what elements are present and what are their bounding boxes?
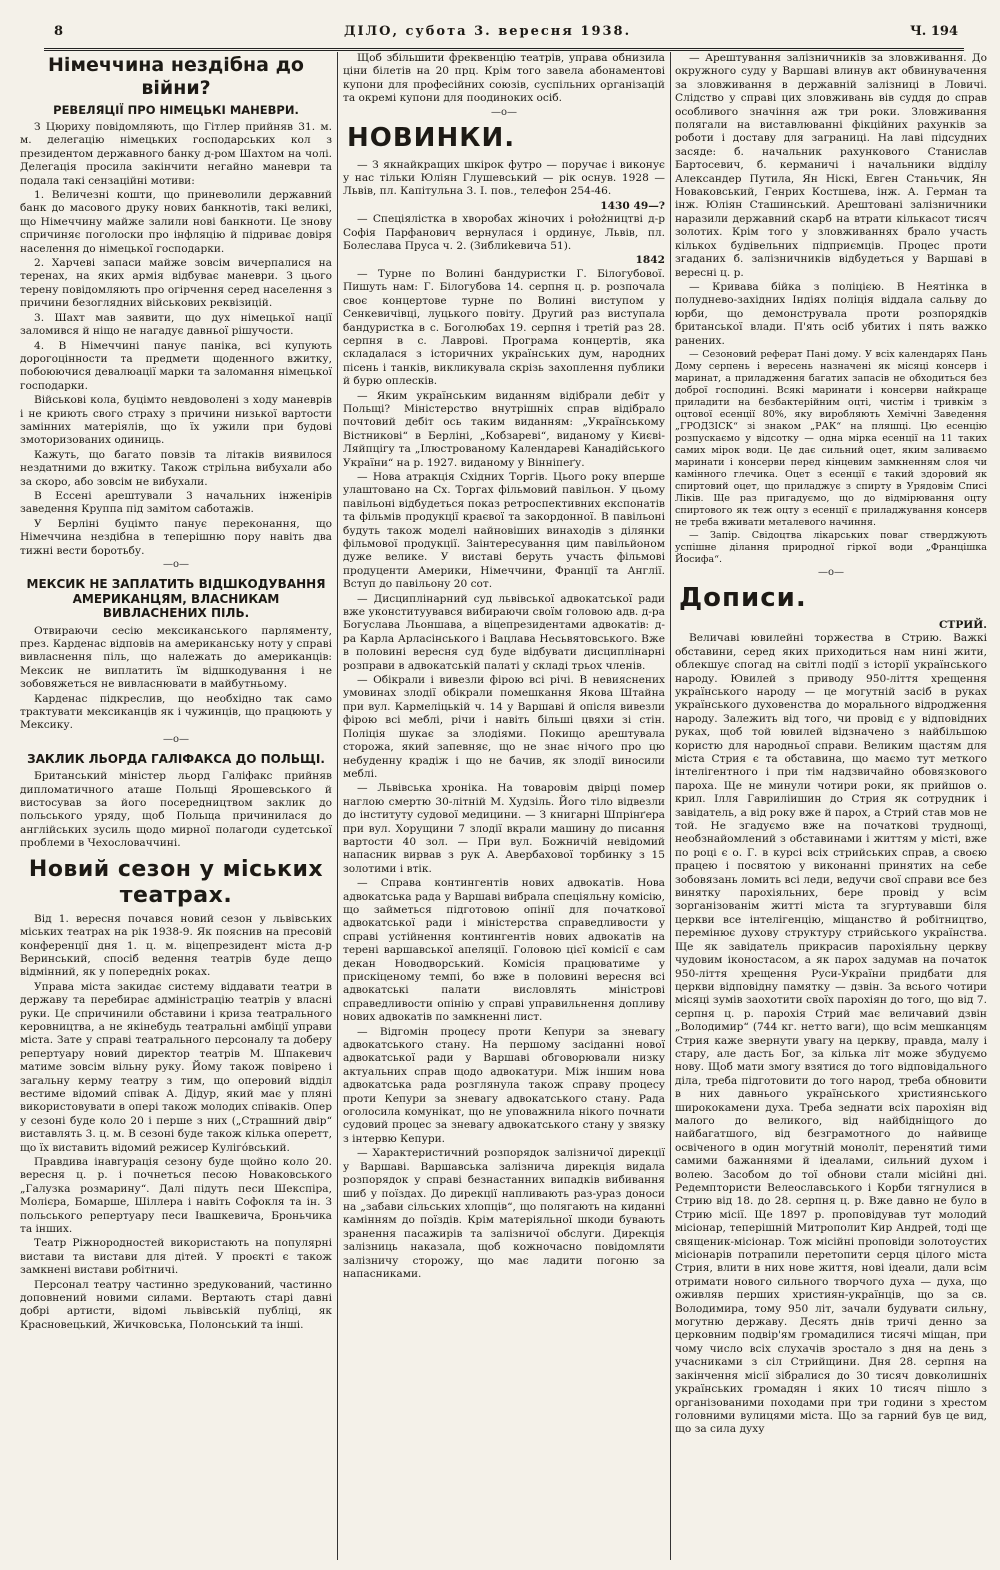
paragraph: 4. В Німеччині панує паніка, всі купують дорогоцінности та предмети щоденного вжитку, побоюючися девалюації марки та заломання німецької господарки. — [20, 339, 332, 392]
section-heading-letters: Дописи. — [679, 582, 807, 613]
advert-item: — Запір. Свідоцтва лікарських поваг стверджують успішне ділання природної гіркої води „Францішка Йосифа“. — [675, 529, 987, 565]
news-item: — Дисциплінарний суд львівської адвокатської ради вже уконституувався вибираючи своїм головою адв. д-ра Богуслава Льоншава, а віцепрезидентами адвокатів: д-ра Карла Арласінського і Вацлава Несьвятовського. Вже в половині вересня суд буде відбувати дисциплінарні розправи в адвокатській палаті у складі трьох членів. — [343, 592, 665, 672]
issue-number: Ч. 194 — [909, 24, 958, 39]
paragraph: Британський міністер льорд Галіфакс прийняв дипломатичного аташе Польщі Ярошевського й вистосував за його посередництвом заклик до польського уряду, щоб Польща причинилася до англійських зусиль щодо мирної полагоди судетської проблеми в Чехословаччині. — [20, 770, 332, 850]
separator: —o— — [162, 733, 190, 745]
paragraph: 2. Харчеві запаси майже зовсім вичерпалися на теренах, на яких армія відбуває маневри. З цього терену повідомляють про огірчення серед населення з причини безоглядних військових реквізицій. — [20, 257, 332, 310]
paragraph: Кажуть, що багато повзів та літаків виявилося нездатними до вжитку. Також стрільна вибухали або за скоро, або зовсім не вибухали. — [20, 448, 332, 488]
paragraph: Щоб збільшити фреквенцію театрів, управа обнизила ціни білетів на 20 прц. Крім того завела абонаментові купони для професійних союзів, суспільних організацій та окремі купони для поодиноких осіб. — [343, 52, 665, 105]
news-item: — Арештування залізничників за зловживання. До окружного суду у Варшаві влинув акт обвинувачення за зловживання в державній залізниці в Ловичі. Слідство у справі цих зловживань вів суддя до справ особливого значіння аж три роки. Зловживання полягали на виставлюванні фікційних рахунків за роботи і доставу для заграниці. На лаві підсудних засяде: б. начальник рахункового Станислав Бартосевич, б. керманичі і начальники відділу Александер Путила, Ян Ніскі, Евген Станьчик, Ян Новаковський, Генрих Костшева, інж. А. Герман та інж. Юліян Сташинський. Арештовані залізничники наразили державний скарб на втрати кількасот тисяч золотих. Крім того у зловживаннях брало участь кількох будівельних підприємців. Процес проти згаданих б. залізничників відбудеться у Варшаві в вересні ц. р. — [675, 52, 987, 279]
separator: —o— — [817, 566, 845, 578]
paragraph: 1. Величезні кошти, що приневолили державний банк до масового друку нових банкнотів, такі великі, що Німеччину майже залили нові банкноти. Це знову спричиняє поголоски про інфляцію й підриває довіря населення до німецької господарки. — [20, 189, 332, 255]
ad-code: 1842 — [635, 254, 665, 267]
news-item: — Турне по Волині бандуристки Г. Білогубової. Пишуть нам: Г. Білогубова 14. серпня ц. р. розпочала своє концертове турне по Волині виступом у Сенкевичівці, луцького повіту. Другий раз виступала бандуристка в с. Боголюбах 19. серпня і третій раз 28. серпня в с. Лаврові. Програма концертів, яка складалася з історичних українських дум, народних пісень і танків, викликувала скрізь захоплення публики й бурю оплесків. — [343, 267, 665, 388]
paragraph: У Берліні буцімто панує переконання, що Німеччина нездібна в теперішню пору навіть два тижні вести боротьбу. — [20, 517, 332, 557]
masthead-title: ДІЛО, субота 3. вересня 1938. — [344, 24, 632, 39]
column-rule — [337, 52, 338, 1560]
news-item: — Обікрали і вивезли фірою всі річі. В невияснених умовинах злодії обікрали помешкання Якова Штайна при вул. Кармеліцькій ч. 14 у Варшаві й опісля вивезли фірою всі меблі, річи і навіть більші цвяхи зі стін. Поліція шукає за злодіями. Покищо арештувала сторожа, який запевняє, що не знає нічого про цю небуденну крадіж і що не бачив, як злодії виносили меблі. — [343, 674, 665, 780]
paragraph: 3. Шахт мав заявити, що дух німецької нації заломився й ніщо не нагадує давньої рішучости. — [20, 311, 332, 338]
ad-code: 1430 49—? — [600, 199, 665, 212]
paragraph: Отвираючи сесію мексиканського парляменту, през. Карденас відповів на американську ноту у справі вивласнення піль, що належать до американців: Мексик не виплатить їм відшкодування і не зобовяжеться не вивласнювати в майбутньому. — [20, 624, 332, 691]
news-item: — З якнайкращих шкірок футро — поручає і виконує у нас тільки Юліян Глушевський — рік оснув. 1928 — Львів, пл. Капітульна 3. I. пов., телефон 254-46. — [343, 158, 665, 198]
column-2 — [343, 52, 665, 1564]
paragraph: З Цюриху повідомляють, що Гітлер прийняв 31. м. м. делегацію німецьких господарських кол з президентом державного банку д-ром Шахтом на чолі. Делегація просила закінчити негайно маневри та подала такі сензаційні мотиви: — [20, 121, 332, 187]
masthead — [44, 22, 964, 51]
section-heading-news: НОВИНКИ. — [347, 122, 516, 153]
paragraph: Карденас підкреслив, що необхідно так само трактувати мексиканців як і чужинців, що працюють у Мексику. — [20, 692, 332, 732]
article-headline: ЗАКЛИК ЛЬОРДА ГАЛІФАКСА ДО ПОЛЬЩІ. — [27, 751, 325, 766]
column-1 — [20, 52, 332, 1564]
article-subheadline: РЕВЕЛЯЦІЇ ПРО НІМЕЦЬКІ МАНЕВРИ. — [53, 103, 299, 117]
news-item: — Яким українським виданням відібрали дебіт у Польщі? Міністерство внутрішніх справ відібрало почтовий дебіт ось таким виданням: „Українському Віcтникові“ в Берліні, „Кобзареві“, виданому у Києві-Ляйпцігу та „Ілюстрованому Календареві Канадійського України“ на р. 1927. виданому у Вінніпеґу. — [343, 389, 665, 469]
article-headline: Новий сезон у міських театрах. — [28, 856, 324, 908]
news-item: — Справа контингентів нових адвокатів. Нова адвокатська рада у Варшаві вибрала спеціяльну комісію, що займеться підготовою опінії для початкової адвокатської ради і міністерства справедливости у справі устійнення контингентів нових адвокатів на терені варшавської апеляції. Головою цієї комісії є сам декан Новодворський. Комісія працюватиме у прискіценому темпі, бо вже в половині вересня всі адвокатські палати висловлять міністрові справедливости опінію у справі управильнення допливу нових адвокатів по замкненні лист. — [343, 877, 665, 1024]
paragraph: Театр Ріжнородностей використають на популярні вистави та вистави для дітей. У проєкті є також замкнені вистави робітничі. — [20, 1237, 332, 1277]
article-headline: Німеччина нездібна до війни? — [48, 54, 304, 99]
paragraph: Правдива інавгурація сезону буде щойно коло 20. вересня ц. р. і почнеться песою Новаковського „Галузка розмарину“. Далі підуть песи Шекспіра, Молієра, Бомарше, Шіллера і навіть Софокля та ін. З польського репертуару песи Івашкевича, Броньчика та інших. — [20, 1156, 332, 1236]
separator: —o— — [162, 559, 190, 570]
news-item: — Кривава бійка з поліцією. В Неятінка в полуднево-західних Індіях поліція віддала сальву до юрби, що демонструвала проти розпорядків британської влади. П'ять осіб убитих і пять важко ранених. — [675, 280, 987, 347]
article-headline: МЕКСИК НЕ ЗАПЛАТИТЬ ВІДШКОДУВАННЯ АМЕРИКАНЦЯМ, ВЛАСНИКАМ ВИВЛАСНЕНИХ ПІЛЬ. — [26, 577, 326, 620]
paragraph: Персонал театру частинно зредукований, частинно доповнений новими силами. Вертають старі давні добрі артисти, відомі львівській публіці, як Красновецький, Жичковська, Полонський та інші. — [20, 1278, 332, 1331]
separator: —o— — [490, 106, 518, 118]
advert-item: — Сезоновий реферат Пані дому. У всіх календарях Пань Дому серпень і вересень назначені як місяці консерв і маринат, а приладження багатих запасів не обходиться без доброї господині. Всякі маринати і консерви найкраще приладити на безбактерійним оцті, чистім і тривкім з оцтової есенції 80%, яку виробляють Хемічні Заведення „ГРОДЗІСК“ зі знаком „РАК“ на пляшці. Цю есенцію розпускаємо у відсотку — одна мірка есенції на 11 таких самих мірок води. Це дає сильний оцет, яким заливаємо маринати і консерви перед кінцевим замкненням слоя чи камінного глечика. Оцет з есенції є такий здоровий як спиртовий оцет, що приладжує з спирту в Урядовім Списі Ліків. Ще раз пригадуємо, що до відмірювання оцту спиртового як теж оцту з есенції є приладжування консерв не треба вживати металевого начиння. — [675, 348, 987, 528]
news-item: — Нова атракція Східних Торгів. Цього року вперше улаштовано на Сх. Торгах фільмовий павільон. У цьому павільоні відбудеться показ ретроспективних експонатів та фільмів продукції краєвої та закордонної. В павільоні будуть також моделі найновіших винаходів з ділянки фільмової продукції. Заінтересування цим павільйоном дуже велике. У виставі беруть участь фільмові продуценти Америки, Німеччини, Франції та Англії. Вступ до павільону 20 сот. — [343, 470, 665, 591]
news-item: — Спеціялістка в хворобах жіночих і położництві д-р Софія Парфанович вернулася і ординує, Львів, пл. Болеслава Пруса ч. 2. (Зиблиkевича 51). — [343, 213, 665, 253]
column-rule — [670, 52, 671, 1560]
paragraph: Управа міста закидає систему віддавати театри в державу та перебирає адміністрацію театрів у власні руки. Це спричинили обставини і криза театрального керовництва, а не якінебудь театральні амбіції управи міста. Зате у справі театрального персоналу та доберу репертуару новий директор театрів М. Шпакевич матиме зовсім вільну руку. Йому також повірено і загальну керму театру з тим, що оперовий відділ вестиме відомий співак А. Дідур, який має у пляні використовувати в опері також молодих співаків. Опер у сезоні буде коло 20 і перше з них („Страшний двір“ виставлять 3. ц. м. В сезоні буде також кілька оперетт, що їх виставить відомий режисер Кулігóвський. — [20, 980, 332, 1154]
column-3 — [675, 52, 987, 1564]
paragraph: В Ессені арештували 3 начальних інженірів заведення Круппа під замітом саботажів. — [20, 489, 332, 516]
news-item: — Львівська хроніка. На товаровім двірці помер наглою смертю 30-літній М. Худзіль. Його тіло відвезли до інституту судової медицини. — З книгарні Шпрінґера при вул. Хорущини 7 злодії вкрали машину до писання вартости 40 зол. — При вул. Божничій невідомий напасник вирвав з рук А. Авербахової торбинку з 15 золотими і втік. — [343, 782, 665, 875]
paragraph: Величаві ювилейні торжества в Стрию. Важкі обставини, серед яких приходиться нам нині жити, облекшує спогад на світлі події з історії українського народу. Ювилей з приводу 950-ліття хрещення українського народу — це могутній засіб в руках українського духовенства до морального відродження народу. Залежить від того, чи провід є у відповідних руках, щоб той ювилей відзначено з найбільшою користю для народньої справи. Великим щастям для міста Стрия є та обставина, що маємо тут меткого інтелігентного і при тім надзвичайно обовязкового пароха. Ще не минули чотири роки, як прийшов о. крил. Ілля Гавриліишин до Стрия як сотрудник і завідатель, а від року вже й парох, а Стрий став мов не той. Не згадуємо вже на початкові труднощі, необзнайомлений з обставинами і життям у місті, вже по році є о. Г. в курсі всіх стрийських справ, а своєю працею і посвятою у виконанні принятих на себе зобовязань ломить всі леди, ведучи свої справи все без винятку парохіяльних, бере провід у всім зорганізованім житті міста та згуртувавши біля церкви все інтелігенцію, міщанство й робітництво, перемінює духову структуру стрийського українства. Ще як завідатель прикрасив парохіяльну церкву чудовим іконостасом, а як парох задумав на початок 950-ліття хрещення Руси-України придбати для церкви відповідну памятку — дзвін. За всього чотири місяці зумів заохотити своїх парохіян до того, що від 7. серпня ц. р. парохія Стрий має величавий дзвін „Володимир“ (744 кг. нетто ваги), що всім мешканцям Стрия каже звернути увагу на церкву, правда, малу і стару, але дасть Бог, за кілька літ може збудуємо нову. Щоб мати змогу взятися до того відповідального діла, треба підготовити до того народ, треба обновити в них давнього українського християнського ширококамени духа. Треба зеднати всіх парохіян від малого до великого, від найбідніщого до найбагатшого, від безграмотного до найвище освіченого в один могутній моноліт, перенятий тими самими бажаннями й ідеалами, сильний духом і волею. Засобом до тої обнови стали місійні дні. Редемптористи Велеославського і Корби тягнулися в Стрию від 18. до 28. серпня ц. р. Вже давно не було в Стрию місії. Ще 1897 р. проповідував тут молодий місіонар, теперішній Митрополит Кир Андрей, тоді ще священик-місіонар. Тож місійні проповіди золотоустих місіонарів потрапили перетопити серця цілого міста Стрия, влити в них нове життя, нові ідеали, дали всім отримати нового сильного творчого духа — духа, що оживляв перших християн-українців, що за св. Володимира, тому 950 літ, зачали будувати сильну, могутню державу. Десять днів тричі денно за церковним подвір'ям громадилися тисячі міщан, при чому число всіх слухачів зростало з дня на день з учасниками з сіл Стрийщини. Дня 28. серпня на закінчення місії зібралися до 30 тисяч довколишніх українських громадян і яких 10 тисяч пішло з організованими походами при три години з хрестом головними вулицями міста. Що за гарний був це вид, що за сила духу — [675, 632, 987, 1436]
dateline: СТРИЙ. — [939, 618, 987, 631]
paragraph: Від 1. вересня почався новий сезон у львівських міських театрах на рік 1938-9. Як пояснив на пресовій конференції дня 1. ц. м. віцепрезидент міста д-р Веринський, спосіб ведення театрів буде дещо відмінний, як у попередніх роках. — [20, 912, 332, 979]
page-number: 8 — [54, 24, 64, 39]
news-item: — Відгомін процесу проти Кепури за зневагу адвокатського стану. На першому засіданні нової адвокатської ради у Варшаві обговорювали низку актуальних справ щодо адвокатури. Між іншим нова адвокатська рада розглянула також справу процесу проти Кепури за зневагу адвокатського стану. Рада оголосила комунікат, що не уповажнила нікого почнати судовий процес за зневагу адвокатського стану у звязку з інтервю Кепури. — [343, 1025, 665, 1145]
news-item: — Характеристичний розпорядок залізничої дирекції у Варшаві. Варшавська залізнича дирекція видала розпорядок у справі безнастанних випадків вибивання шиб у поїздах. До дирекції напливають раз-ураз доноси на „забави сільських хлопців“, що полягають на киданні камінням до поїздів. Крім матеріяльної шкоди бувають зранення пасажирів та залізничої обслуги. Дирекція залізниць наказала, щоб кожночасно повідомляти залізничу сторожу, що має ладити погоню за напасниками. — [343, 1147, 665, 1280]
paragraph: Військові кола, буцімто невдоволені з ходу маневрів і не криють свого страху з причини низької вартости замінних матеріялів, що їх ужили при будові змоторизованих одиниць. — [20, 394, 332, 447]
